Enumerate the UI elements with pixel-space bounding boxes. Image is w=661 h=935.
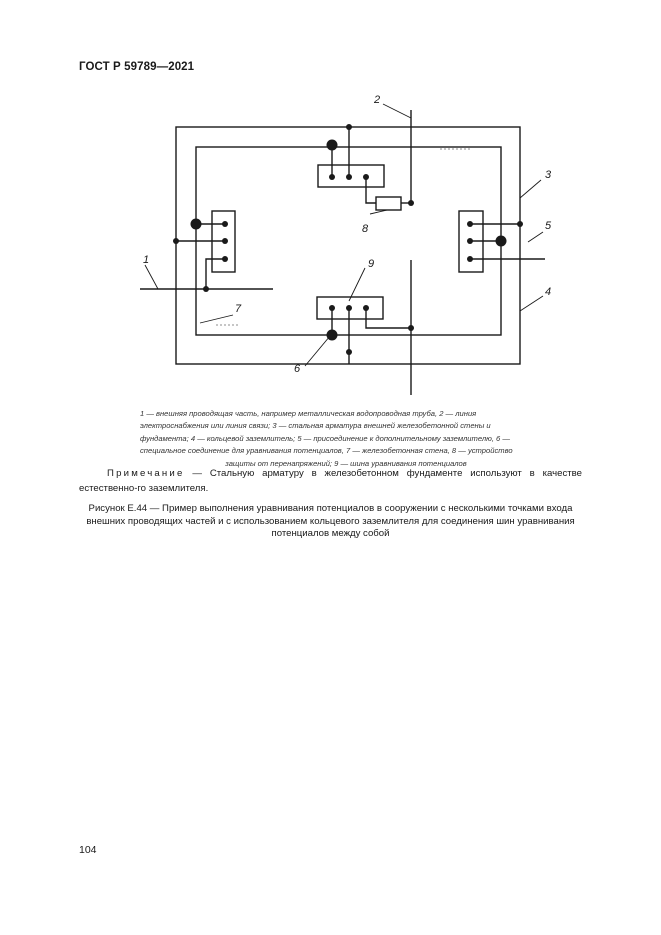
ring-earth-electrode (176, 127, 520, 364)
label-1: 1 (143, 254, 150, 266)
equipotential-bonding-diagram (0, 0, 661, 400)
surge-protection-device (376, 197, 401, 210)
legend-line: электроснабжения или линия связи; 3 — стальная арматура внешней железобетонной стены и (140, 421, 491, 431)
label-9: 9 (368, 258, 375, 270)
document-header: ГОСТ Р 59789—2021 (79, 61, 195, 73)
label-2: 2 (374, 94, 381, 106)
legend-line: специальное соединение для уравнивания потенциалов, 7 — железобетонная стена, 8 — устройство (140, 446, 513, 456)
legend-line: 1 — внешняя проводящая часть, например металлическая водопроводная труба, 2 — линия (140, 409, 477, 418)
label-4: 4 (545, 286, 552, 298)
label-8: 8 (362, 223, 369, 235)
figure-caption: Рисунок Е.44 — Пример выполнения уравнивания потенциалов в сооружении с несколькими точками входа внешних проводящих частей и с использованием кольцевого заземлителя для соединения шин уравнивания потенциалов между собой (86, 503, 575, 540)
figure-legend (140, 408, 552, 470)
label-5: 5 (545, 220, 552, 232)
note-text: — Стальную арматуру в железобетонном фундаменте используют в качестве естественно-го заземлителя. (79, 468, 582, 494)
label-6: 6 (294, 363, 301, 375)
legend-line: защиты от перенапряжений; 9 — шина уравнивания потенциалов (225, 458, 467, 468)
figure-note (79, 466, 582, 496)
page-number: 104 (79, 844, 97, 856)
label-7: 7 (235, 303, 242, 315)
label-3: 3 (545, 169, 552, 181)
legend-line: фундамента; 4 — кольцевой заземлитель; 5 — присоединение к дополнительному заземлителю, 6 — (140, 433, 510, 443)
note-label: Примечание (107, 468, 185, 479)
